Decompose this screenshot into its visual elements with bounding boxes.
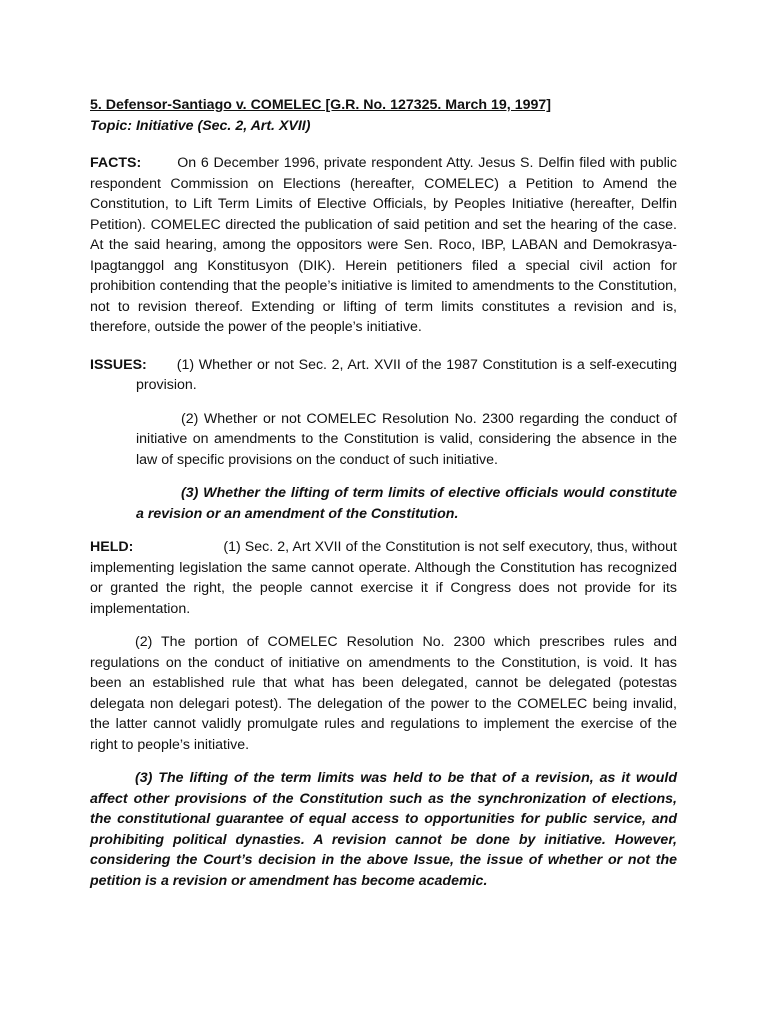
held-label: HELD:	[90, 539, 134, 555]
case-digest	[90, 95, 677, 891]
held-2: (2) The portion of COMELEC Resolution No. 2300 which prescribes rules and regulations on the conduct of initiative on amendments to the Constitution, is void. It has been an established rule that what has been delegated, cannot be delegated (potestas delegata non delegari potest). The delegation of the power to the COMELEC being invalid, the latter cannot validly promulgate rules and regulations to implement the exercise of the right to people’s initiative.	[90, 634, 677, 753]
held-1	[90, 537, 677, 619]
facts-section	[90, 153, 677, 338]
issue-2: (2) Whether or not COMELEC Resolution No. 2300 regarding the conduct of initiative on amendments to the Constitution is valid, considering the absence in the law of specific provisions on the conduct of such initiative.	[136, 410, 677, 468]
case-topic: Topic: Initiative (Sec. 2, Art. XVII)	[90, 117, 311, 134]
held-1-text: (1) Sec. 2, Art XVII of the Constitution is not self executory, thus, without implementing legislation the same cannot operate. Although the Constitution has recognized or granted the right, the people cannot exercise it if Congress does not provide for its implementation.	[90, 539, 677, 617]
issue-3: (3) Whether the lifting of term limits of elective officials would constitute a revision or an amendment of the Constitution.	[136, 485, 677, 522]
case-title: 5. Defensor-Santiago v. COMELEC [G.R. No. 127325. March 19, 1997]	[90, 97, 551, 113]
facts-text: On 6 December 1996, private respondent Atty. Jesus S. Delfin filed with public respondent Commission on Elections (hereafter, COMELEC) a Petition to Amend the Constitution, to Lift Term Limits of Elective Officials, by Peoples Initiative (hereafter, Delfin Petition). COMELEC directed the publication of said petition and set the hearing of the case. At the said hearing, among the oppositors were Sen. Roco, IBP, LABAN and Demokrasya-Ipagtanggol ang Konstitusyon (DIK). Herein petitioners filed a special civil action for prohibition contending that the people’s initiative is limited to amendments to the Constitution, not to revision thereof. Extending or lifting of term limits constitutes a revision and is, therefore, outside the power of the people’s initiative.	[90, 155, 677, 335]
issue-1-text: (1) Whether or not Sec. 2, Art. XVII of the 1987 Constitution is a self-executing provision.	[136, 356, 677, 393]
issues-label: ISSUES:	[90, 356, 147, 373]
issue-1	[90, 355, 677, 396]
facts-label: FACTS:	[90, 155, 142, 171]
held-3: (3) The lifting of the term limits was held to be that of a revision, as it would affect other provisions of the Constitution such as the synchronization of elections, the constitutional guarantee of equal access to opportunities for public service, and prohibiting political dynasties. A revision cannot be done by initiative. However, considering the Court’s decision in the above Issue, the issue of whether or not the petition is a revision or amendment has become academic.	[90, 770, 677, 889]
